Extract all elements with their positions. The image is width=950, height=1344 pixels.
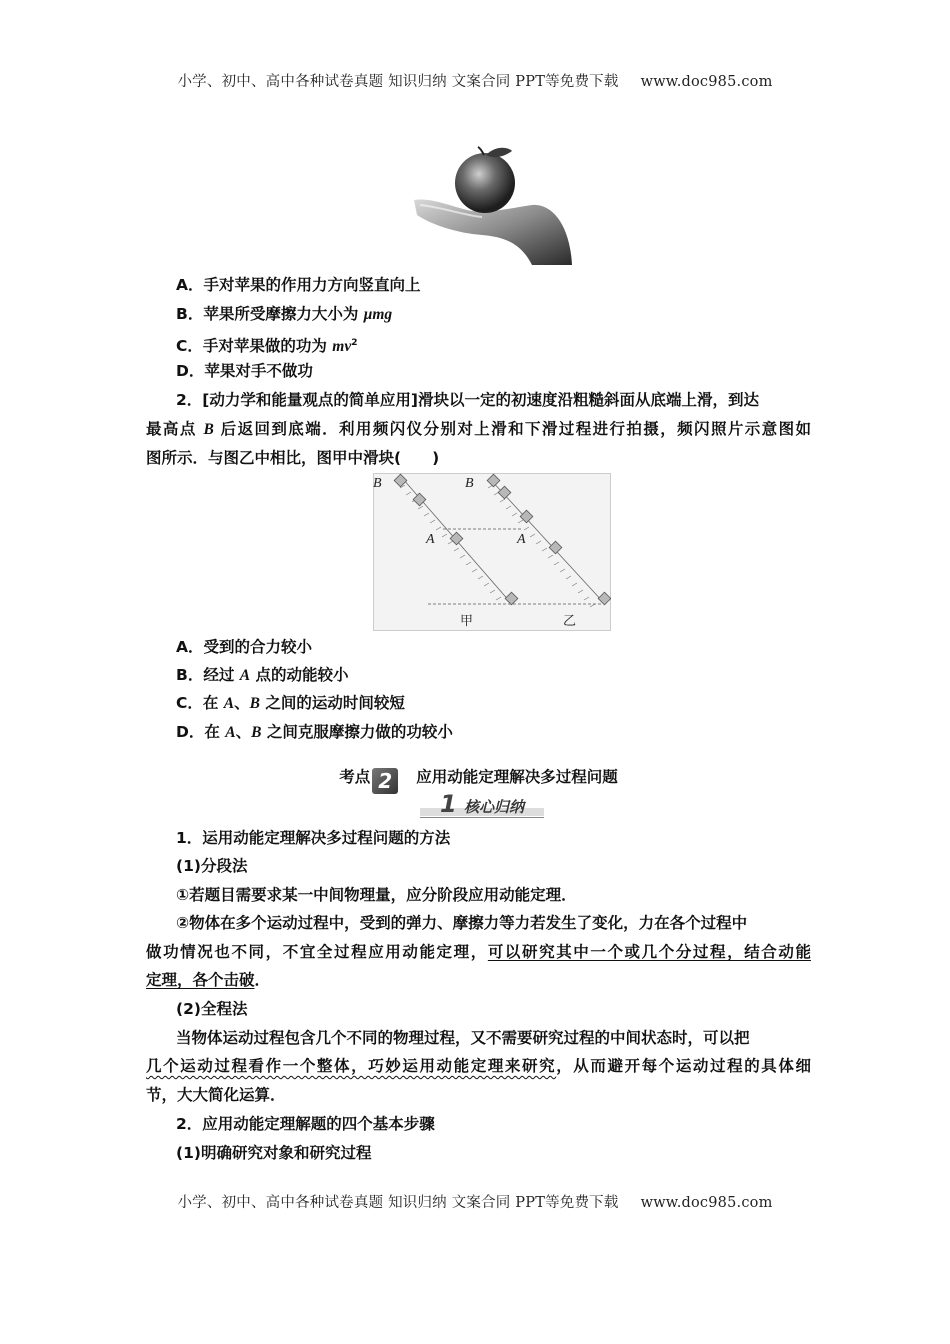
- footer-url: www.doc985.com: [640, 1195, 773, 1211]
- page-header: [0, 70, 950, 91]
- content-p1: ①若题目需要求某一中间物理量，应分阶段应用动能定理．: [176, 886, 577, 904]
- fig-label-b-yi: B: [465, 476, 474, 491]
- fig-label-a-yi: A: [517, 532, 526, 547]
- incline-figure: [373, 473, 611, 631]
- page-footer: [0, 1191, 950, 1212]
- section-number-badge: 2: [372, 768, 398, 794]
- header-url: www.doc985.com: [640, 74, 773, 90]
- content-h1-1: (1)分段法: [176, 857, 248, 875]
- content-p2-line2: 做功情况也不同，不宜全过程应用动能定理，可以研究其中一个或几个分过程，结合动能: [146, 943, 811, 961]
- content-p3-line1: 当物体运动过程包含几个不同的物理过程，又不需要研究过程的中间状态时，可以把: [176, 1029, 750, 1047]
- section-title: 应用动能定理解决多过程问题: [416, 768, 618, 786]
- q2-option-a: A．受到的合力较小: [176, 638, 312, 656]
- section-heading: [146, 765, 811, 794]
- q2-stem-line2: 最高点 B 后返回到底端．利用频闪仪分别对上滑和下滑过程进行拍摄，频闪照片示意图如: [146, 420, 811, 438]
- content-h1: 1．运用动能定理解决多过程问题的方法: [176, 829, 451, 847]
- q1-option-b: B．苹果所受摩擦力大小为 μmg: [176, 305, 393, 323]
- content-p3-line3: 节，大大简化运算．: [146, 1086, 286, 1104]
- content-h1-2: (2)全程法: [176, 1000, 248, 1018]
- q2-stem-line1: 2．[动力学和能量观点的简单应用]滑块以一定的初速度沿粗糙斜面从底端上滑，到达: [176, 391, 759, 409]
- core-number: 1: [440, 790, 457, 818]
- content-p2-line3: 定理，各个击破．: [146, 971, 271, 989]
- core-summary-label: [420, 792, 544, 818]
- fig-label-b-jia: B: [373, 476, 382, 491]
- q1-option-c: C．手对苹果做的功为 $mv^2$: [176, 337, 358, 356]
- header-text: 小学、初中、高中各种试卷真题 知识归纳 文案合同 PPT等免费下载: [177, 74, 619, 90]
- q2-option-c: C．在 A、B 之间的运动时间较短: [176, 694, 405, 712]
- section-prefix: 考点: [339, 768, 371, 786]
- fig-label-jia: 甲: [460, 614, 474, 629]
- q1-option-a: A．手对苹果的作用力方向竖直向上: [176, 276, 421, 294]
- q2-option-d: D．在 A、B 之间克服摩擦力做的功较小: [176, 723, 453, 741]
- q2-option-b: B．经过 A 点的动能较小: [176, 666, 349, 684]
- content-h2: 2．应用动能定理解题的四个基本步骤: [176, 1115, 435, 1133]
- content-p2-line1: ②物体在多个运动过程中，受到的弹力、摩擦力等力若发生了变化，力在各个过程中: [176, 914, 748, 932]
- apple-hand-image: [412, 145, 574, 267]
- footer-text: 小学、初中、高中各种试卷真题 知识归纳 文案合同 PPT等免费下载: [177, 1195, 619, 1211]
- core-label: 核心归纳: [464, 798, 525, 816]
- content-p3-line2: 几个运动过程看作一个整体，巧妙运用动能定理来研究，从而避开每个运动过程的具体细: [146, 1057, 811, 1075]
- fig-label-yi: 乙: [563, 614, 577, 629]
- q1-option-d: D．苹果对手不做功: [176, 362, 313, 380]
- q2-stem-line3: 图所示．与图乙中相比，图甲中滑块( ): [146, 449, 440, 467]
- fig-label-a-jia: A: [426, 532, 435, 547]
- content-h2-1: (1)明确研究对象和研究过程: [176, 1144, 372, 1162]
